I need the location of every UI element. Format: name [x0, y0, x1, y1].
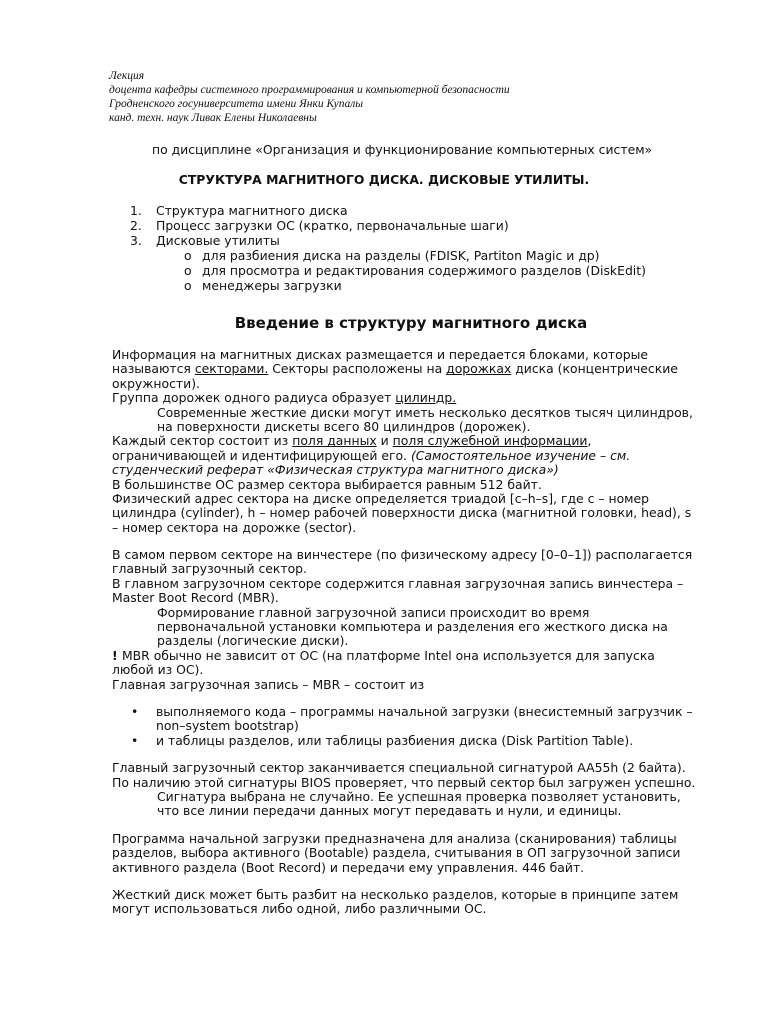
- text-line: Жесткий диск может быть разбит на несколько разделов, которые в принципе затем: [112, 886, 679, 902]
- term-data-field: поля данных: [292, 433, 377, 449]
- spacer: [112, 875, 712, 888]
- header-line: Гродненского госуниверситета имени Янки Купалы: [109, 98, 363, 110]
- list-item-text: выполняемого кода – программы начальной загрузки (внесистемный загрузчик –: [156, 703, 693, 719]
- lecture-header: [109, 69, 510, 125]
- circle-bullet-icon: o: [184, 248, 192, 263]
- body-text: [112, 348, 712, 917]
- text-line: – номер сектора на дорожке (sector).: [112, 519, 357, 535]
- toc-text: Структура магнитного диска: [156, 203, 348, 218]
- term-sectors: секторами.: [194, 361, 269, 377]
- term-tracks: дорожках: [446, 361, 512, 377]
- toc-subitem-text: для разбиения диска на разделы (FDISK, Partiton Magic и др): [202, 248, 600, 263]
- text-line: Сигнатура выбрана не случайно. Ее успешная проверка позволяет установить,: [157, 788, 681, 804]
- text-line: [112, 391, 712, 405]
- text-line: [112, 449, 712, 463]
- text-line: разделов, выбора активного (Bootable) раздела, считывания в ОП загрузочной записи: [112, 845, 681, 861]
- page-title: СТРУКТУРА МАГНИТНОГО ДИСКА. ДИСКОВЫЕ УТИЛИТЫ.: [178, 172, 590, 187]
- text-line: Информация на магнитных дисках размещается и передается блоками, которые: [112, 347, 648, 362]
- header-line: доцента кафедры системного программирования и компьютерной безопасности: [109, 84, 510, 96]
- header-line: канд. техн. наук Ливак Елены Николаевны: [109, 112, 317, 124]
- text-line: [112, 649, 712, 663]
- self-study-note: (Самостоятельное изучение – см.: [410, 447, 631, 463]
- text-line: на поверхности дискеты всего 80 цилиндров (дорожек).: [157, 418, 531, 434]
- text-line: могут использоваться либо одной, либо различными ОС.: [112, 901, 487, 917]
- term-service-field: поля служебной информации: [392, 433, 588, 449]
- text-line: окружности).: [112, 375, 200, 391]
- text-line: Физический адрес сектора на диске определяется триадой [c–h–s], где c – номер: [112, 490, 650, 506]
- text-span: ,: [587, 433, 592, 449]
- text-line: [112, 434, 712, 448]
- text-span: Секторы расположены на: [268, 361, 447, 377]
- text-line: Программа начальной загрузки предназначена для анализа (сканирования) таблицы: [112, 830, 677, 846]
- self-study-note: студенческий реферат «Физическая структура магнитного диска»): [112, 462, 559, 478]
- toc-text: Дисковые утилиты: [156, 233, 280, 248]
- section-heading: Введение в структуру магнитного диска: [234, 314, 588, 332]
- text-span: Каждый сектор состоит из: [112, 433, 293, 449]
- list-item: [112, 734, 712, 748]
- list-item-continuation: non–system bootstrap): [156, 718, 299, 734]
- text-line: Главный загрузочный сектор заканчивается специальной сигнатурой AA55h (2 байта).: [112, 760, 686, 776]
- spacer: [112, 819, 712, 832]
- bullet-icon: •: [131, 732, 139, 748]
- text-line: По наличию этой сигнатуры BIOS проверяет, что первый сектор был загружен успешно.: [112, 774, 696, 790]
- text-line: любой из ОС).: [112, 662, 204, 678]
- text-line: В главном загрузочном секторе содержится главная загрузочная запись винчестера –: [112, 575, 684, 591]
- toc-text: Процесс загрузки ОС (кратко, первоначальные шаги): [156, 218, 509, 233]
- text-line: Главная загрузочная запись – MBR – состоит из: [112, 676, 425, 692]
- discipline-line: по дисциплине «Организация и функционирование компьютерных систем»: [152, 142, 653, 157]
- text-line: первоначальной установки компьютера и разделения его жесткого диска на: [157, 619, 668, 635]
- toc-number: 3.: [130, 233, 142, 248]
- text-line: В большинстве ОС размер сектора выбирается равным 512 байт.: [112, 476, 542, 492]
- text-span: и: [376, 433, 393, 449]
- text-span: Группа дорожек одного радиуса образует: [112, 390, 396, 406]
- text-span: называются: [112, 361, 195, 377]
- text-line: что все линии передачи данных могут передавать и нули, и единицы.: [157, 803, 622, 819]
- term-cylinder: цилиндр.: [395, 390, 457, 406]
- text-line: [112, 362, 712, 376]
- toc-number: 2.: [130, 218, 142, 233]
- text-line: Современные жесткие диски могут иметь несколько десятков тысяч цилиндров,: [157, 404, 693, 420]
- circle-bullet-icon: o: [184, 278, 192, 293]
- circle-bullet-icon: o: [184, 263, 192, 278]
- text-line: разделы (логические диски).: [157, 633, 349, 649]
- text-line: цилиндра (cylinder), h – номер рабочей поверхности диска (магнитной головки, head), s: [112, 505, 692, 521]
- text-line: Master Boot Record (MBR).: [112, 590, 279, 606]
- text-span: ограничивающей и идентифицирующей его.: [112, 447, 411, 463]
- text-line: главный загрузочный сектор.: [112, 561, 307, 577]
- text-line: Формирование главной загрузочной записи происходит во время: [157, 604, 590, 620]
- text-line: В самом первом секторе на винчестере (по физическому адресу [0–0–1]) располагается: [112, 547, 693, 563]
- list-item: [112, 705, 712, 719]
- text-span: MBR обычно не зависит от ОС (на платформе Intel она используется для запуска: [121, 647, 655, 663]
- toc-number: 1.: [130, 203, 142, 218]
- header-line: Лекция: [109, 70, 145, 82]
- exclamation-icon: !: [112, 647, 122, 663]
- text-line: активного раздела (Boot Record) и передачи ему управления. 446 байт.: [112, 859, 585, 875]
- toc-subitem-text: для просмотра и редактирования содержимого разделов (DiskEdit): [202, 263, 646, 278]
- list-item-text: и таблицы разделов, или таблицы разбиения диска (Disk Partition Table).: [156, 732, 634, 748]
- text-span: диска (концентрические: [511, 361, 678, 377]
- toc-subitem-text: менеджеры загрузки: [202, 278, 342, 293]
- bullet-icon: •: [131, 703, 139, 719]
